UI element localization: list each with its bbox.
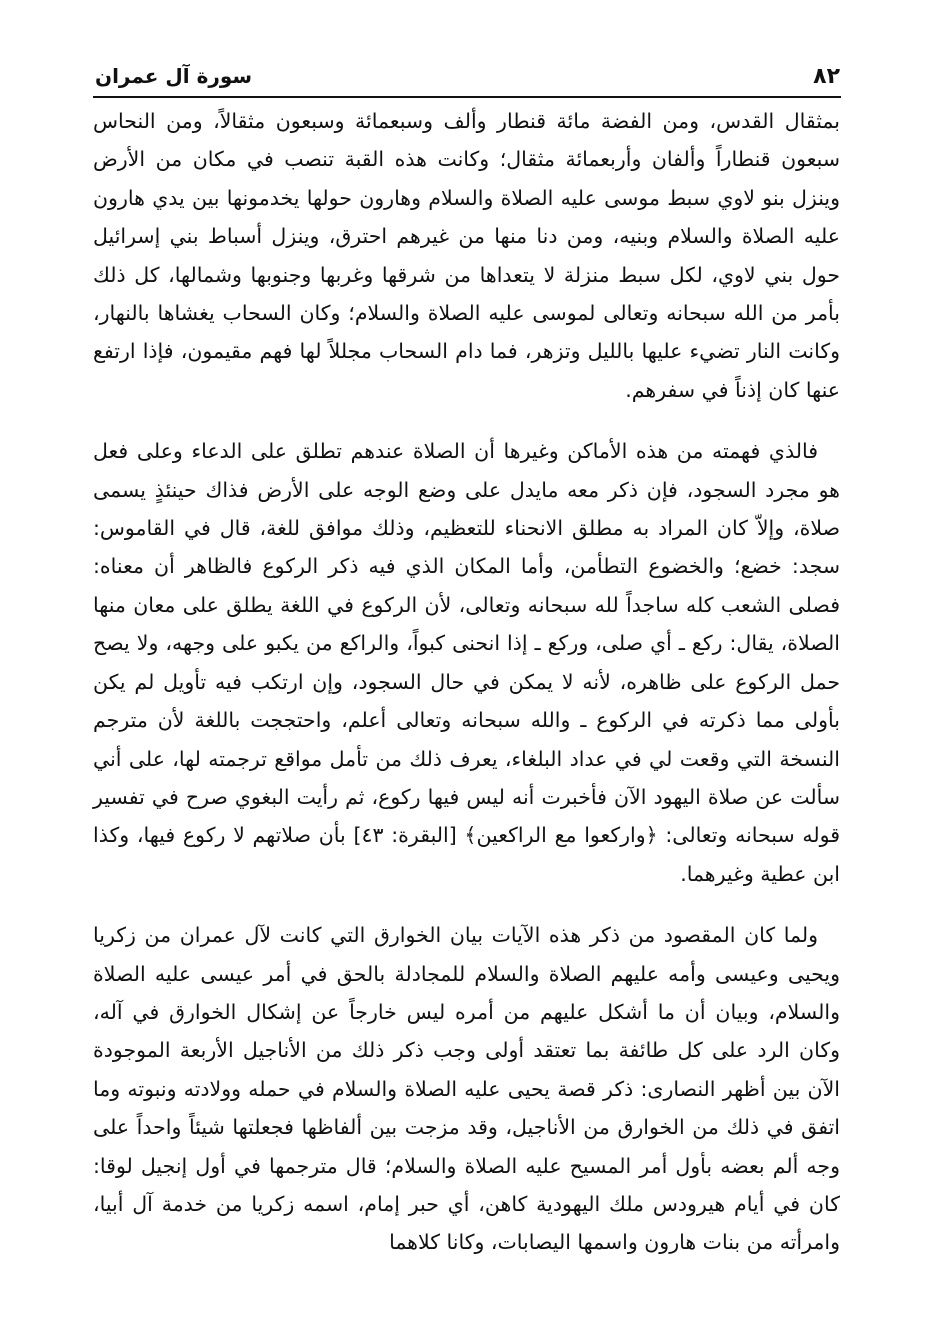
paragraph-continued: بمثقال القدس، ومن الفضة مائة قنطار وألف وسبعمائة وسبعون مثقالاً، ومن النحاس سبعون قنطاراً وألفان وأربعمائة مثقال؛ وكانت هذه القبة تنصب في مكان من الأرض وينزل بنو لاوي سبط موسى عليه الصلاة والسلام وهارون حولها يخدمونها بين يدي هارون عليه الصلاة والسلام وبنيه، ومن دنا منها من غيرهم احترق، وينزل أسباط بني إسرائيل حول بني لاوي، لكل سبط منزلة لا يتعداها من شرقها وغربها وجنوبها وشمالها، كل ذلك بأمر من الله سبحانه وتعالى لموسى عليه الصلاة والسلام؛ وكان السحاب يغشاها بالنهار، وكانت النار تضيء عليها بالليل وتزهر، فما دام السحاب مجللاً لها فهم مقيمون، فإذا ارتفع عنها كان إذناً في سفرهم. xyxy=(93,109,840,402)
body-text xyxy=(93,102,840,1262)
paragraph-prayer-meaning: فالذي فهمته من هذه الأماكن وغيرها أن الصلاة عندهم تطلق على الدعاء وعلى فعل هو مجرد السجود، فإن ذكر معه مايدل على وضع الوجه على الأرض فذاك حينئذٍ يسمى صلاة، وإلاّ كان المراد به مطلق الانحناء للتعظيم، وذلك موافق للغة، قال في القاموس: سجد: خضع؛ والخضوع التطأمن، وأما المكان الذي فيه ذكر الركوع فالظاهر أن معناه: فصلى الشعب كله ساجداً لله سبحانه وتعالى، لأن الركوع في اللغة يطلق على معان منها الصلاة، يقال: ركع ـ أي صلى، وركع ـ إذا انحنى كبواً، والراكع من يكبو على وجهه، ولا يصح حمل الركوع على ظاهره، لأنه لا يمكن في حال السجود، وإن ارتكب فيه تأويل لم يكن بأولى مما ذكرته في الركوع ـ والله سبحانه وتعالى أعلم، واحتججت باللغة لأن مترجم النسخة التي وقعت لي في عداد البلغاء، يعرف ذلك من تأمل مواقع ترجمته لها، على أني سألت عن صلاة اليهود الآن فأخبرت أنه ليس فيها ركوع، ثم رأيت البغوي صرح في تفسير قوله سبحانه وتعالى: ﴿واركعوا مع الراكعين﴾ [البقرة: ٤٣] بأن صلاتهم لا ركوع فيها، وكذا ابن عطية وغيرهما. xyxy=(93,439,841,886)
header-divider xyxy=(93,96,841,98)
page-number: ٨٢ xyxy=(813,63,840,89)
page-header xyxy=(95,58,840,94)
surah-title: سورة آل عمران xyxy=(95,64,253,88)
paragraph-al-imran-miracles: ولما كان المقصود من ذكر هذه الآيات بيان الخوارق التي كانت لآل عمران من زكريا ويحيى وعيسى وأمه عليهم الصلاة والسلام للمجادلة بالحق في أمر عيسى عليه الصلاة والسلام، وبيان أن ما أشكل عليهم من أمره ليس خارجاً عن إشكال الخوارق في آله، وكان الرد على كل طائفة بما تعتقد أولى وجب ذكر ذلك من الأناجيل الأربعة الموجودة الآن بين أظهر النصارى: ذكر قصة يحيى عليه الصلاة والسلام في حمله وولادته ونبوته وما اتفق في ذلك من الخوارق من الأناجيل، وقد مزجت بين ألفاظها فجعلتها شيئاً واحداً على وجه ألم بعضه بأول أمر المسيح عليه الصلاة والسلام؛ قال مترجمها في أول إنجيل لوقا: كان في أيام هيرودس ملك اليهودية كاهن، أي حبر إمام، اسمه زكريا من خدمة آل أبيا، وامرأته من بنات هارون واسمها اليصابات، وكانا كلاهما xyxy=(93,923,840,1255)
